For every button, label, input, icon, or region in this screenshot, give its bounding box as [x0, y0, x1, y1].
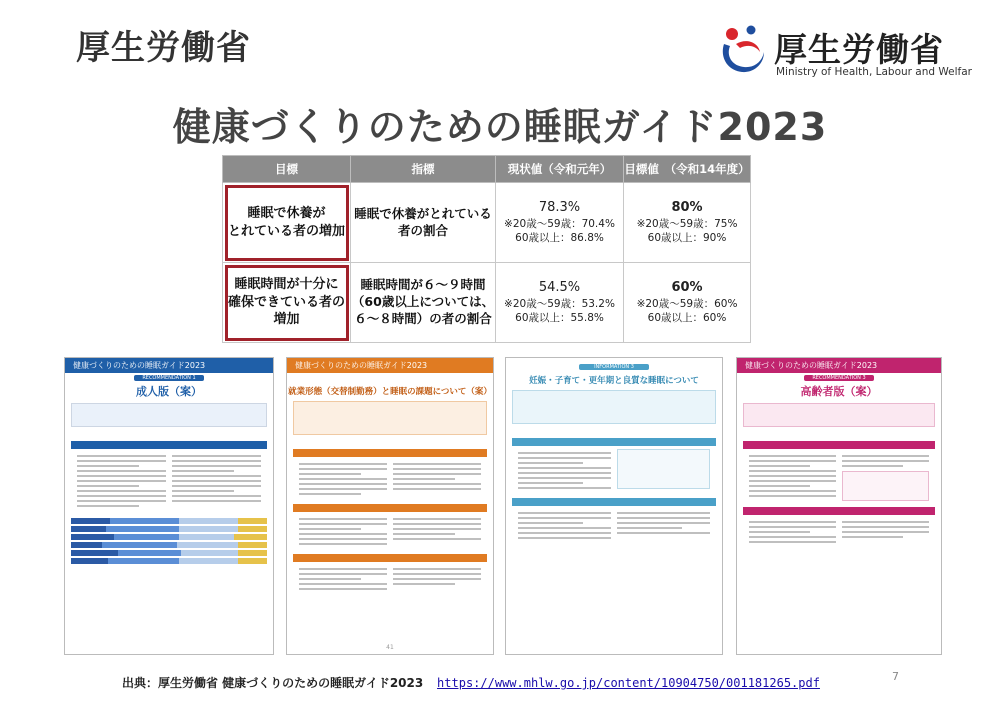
page-header-bar: 健康づくりのための睡眠ガイド2023	[65, 358, 273, 373]
slide-title: 健康づくりのための睡眠ガイド2023	[172, 105, 828, 149]
page-heading: 成人版（案）	[136, 385, 202, 398]
indicator-line: ６～８時間）の者の割合	[354, 310, 492, 326]
page-recommendation-tag: INFORMATION 3	[579, 364, 649, 370]
page-summary-box	[743, 403, 935, 427]
page-body-text	[287, 439, 493, 597]
table-row	[223, 183, 751, 263]
page-body-text	[506, 428, 722, 546]
ministry-logo	[718, 22, 972, 82]
indicator-cell	[351, 183, 496, 263]
guide-page-shift-work	[286, 357, 494, 655]
target-sub: ※20歳～59歳：60%	[636, 297, 738, 310]
page-body-text	[65, 431, 273, 514]
page-header-bar: 健康づくりのための睡眠ガイド2023	[737, 358, 941, 373]
goal-line: 睡眠で休養が	[247, 205, 326, 221]
page-recommendation-tag: RECOMMENDATION 3	[804, 375, 874, 381]
target-sub: 60歳以上：60%	[647, 311, 727, 324]
indicator-cell	[351, 263, 496, 343]
mhlw-logo-icon	[718, 22, 768, 76]
guide-page-pregnancy	[505, 357, 723, 655]
current-value-cell	[496, 263, 624, 343]
target-sub: 60歳以上：90%	[647, 231, 727, 244]
current-sub: 60歳以上：86.8%	[515, 231, 604, 244]
table-header-row	[223, 156, 751, 183]
slide-number: 7	[892, 670, 899, 683]
page-body-text	[737, 431, 941, 550]
header-goal: 目標	[223, 156, 351, 183]
ministry-name: 厚生労働省	[76, 28, 251, 68]
target-value-cell	[624, 263, 751, 343]
goal-line: とれている者の増加	[227, 223, 345, 239]
goal-cell	[223, 263, 351, 343]
target-main: 80%	[671, 199, 703, 215]
page-heading: 妊娠・子育て・更年期と良質な睡眠について	[529, 376, 699, 386]
target-main: 60%	[671, 279, 703, 295]
goal-line: 睡眠時間が十分に	[234, 277, 339, 293]
logo-japanese-text: 厚生労働省	[774, 30, 944, 69]
goal-line: 増加	[273, 312, 300, 328]
source-text: 出典：厚生労働省 健康づくりのための睡眠ガイド2023	[122, 676, 424, 690]
guide-page-thumbnails	[0, 357, 1000, 657]
current-main: 54.5%	[538, 279, 581, 295]
indicator-line: 睡眠時間が６～９時間	[360, 277, 486, 293]
logo-english-text: Ministry of Health, Labour and Welfar	[776, 66, 972, 78]
source-citation	[122, 674, 820, 691]
current-main: 78.3%	[538, 199, 581, 215]
target-sub: ※20歳～59歳：75%	[636, 217, 738, 230]
current-value-cell	[496, 183, 624, 263]
page-bar-chart	[71, 518, 267, 564]
indicator-line: 睡眠で休養がとれている	[354, 205, 492, 221]
goal-cell	[223, 183, 351, 263]
page-summary-box	[71, 403, 267, 427]
current-sub: ※20歳～59歳：53.2%	[504, 297, 615, 310]
source-link[interactable]: https://www.mhlw.go.jp/content/10904750/001181265.pdf	[437, 676, 820, 690]
page-header-bar: 健康づくりのための睡眠ガイド2023	[287, 358, 493, 373]
goal-line: 確保できている者の	[227, 294, 345, 310]
current-sub: ※20歳～59歳：70.4%	[504, 217, 615, 230]
header-target: 目標値 （令和14年度）	[624, 156, 751, 183]
table-row	[223, 263, 751, 343]
page-number: 41	[386, 644, 394, 651]
goals-table	[222, 155, 751, 343]
page-recommendation-tag: RECOMMENDATION 1	[134, 375, 204, 381]
target-value-cell	[624, 183, 751, 263]
page-heading: 就業形態（交替制勤務）と睡眠の課題について（案）	[288, 387, 492, 397]
header-indicator: 指標	[351, 156, 496, 183]
guide-page-adult	[64, 357, 274, 655]
indicator-line: （60歳以上については、	[351, 294, 495, 310]
page-summary-box	[512, 390, 716, 424]
header-current: 現状値（令和元年）	[496, 156, 624, 183]
indicator-line: 者の割合	[397, 222, 448, 238]
page-summary-box	[293, 401, 487, 435]
page-heading: 高齢者版（案）	[800, 385, 878, 398]
current-sub: 60歳以上：55.8%	[515, 311, 604, 324]
guide-page-elderly	[736, 357, 942, 655]
